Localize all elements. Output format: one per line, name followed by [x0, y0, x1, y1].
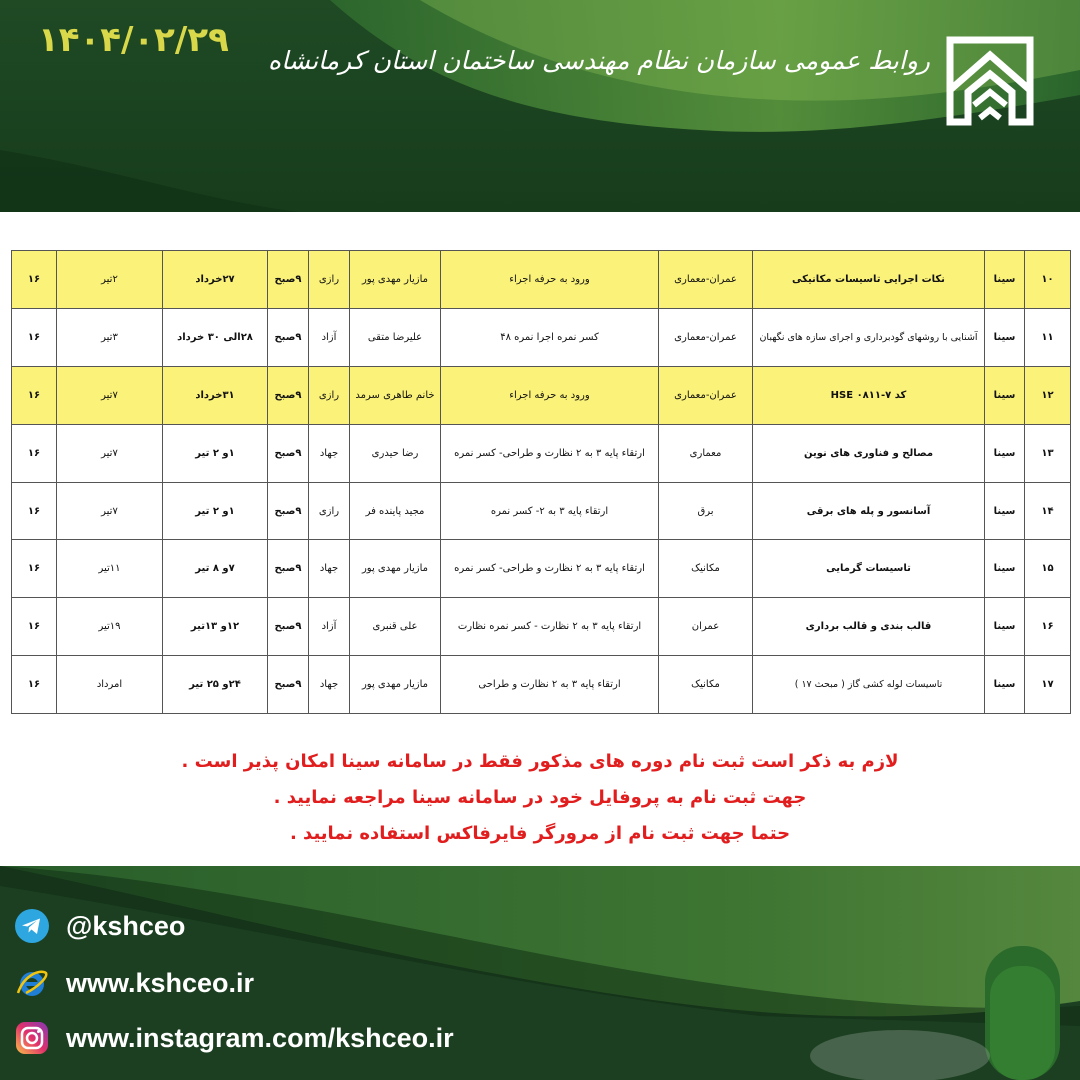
field-cell: برق — [659, 482, 753, 540]
exam-date-cell: ۱۹تیر — [57, 598, 163, 656]
system-cell: سینا — [985, 540, 1025, 598]
time-cell: ۹صبح — [268, 656, 309, 714]
notice-line-2: جهت ثبت نام به پروفایل خود در سامانه سینا مراجعه نمایید . — [273, 787, 807, 808]
instagram-contact[interactable] — [14, 1018, 454, 1058]
telegram-contact[interactable] — [14, 906, 185, 946]
teacher-cell: مجید پاینده فر — [350, 482, 441, 540]
time-cell: ۹صبح — [268, 366, 309, 424]
system-cell: سینا — [985, 251, 1025, 309]
row-number: ۱۱ — [1025, 308, 1071, 366]
system-cell: سینا — [985, 482, 1025, 540]
table-row — [12, 540, 1071, 598]
course-title: تاسیسات گرمایی — [753, 540, 985, 598]
requirement-cell: ارتقاء پایه ۳ به ۲- کسر نمره — [441, 482, 659, 540]
telegram-icon — [14, 908, 50, 944]
notice-line-3: حتما جهت ثبت نام از مرورگر فایرفاکس استفاده نمایید . — [289, 823, 791, 844]
row-number: ۱۵ — [1025, 540, 1071, 598]
requirement-cell: ارتقاء پایه ۳ به ۲ نظارت و طراحی- کسر نمره — [441, 424, 659, 482]
exam-date-cell: امرداد — [57, 656, 163, 714]
notice-line-1: لازم به ذکر است ثبت نام دوره های مذکور فقط در سامانه سینا امکان پذیر است . — [181, 751, 899, 772]
teacher-cell: مازیار مهدی پور — [350, 251, 441, 309]
exam-date-cell: ۱۱تیر — [57, 540, 163, 598]
hall-cell: جهاد — [309, 424, 350, 482]
row-number: ۱۲ — [1025, 366, 1071, 424]
hours-cell: ۱۶ — [12, 251, 57, 309]
exam-date-cell: ۷تیر — [57, 482, 163, 540]
teacher-cell: رضا حیدری — [350, 424, 441, 482]
requirement-cell: ارتقاء پایه ۳ به ۲ نظارت و طراحی- کسر نمره — [441, 540, 659, 598]
field-cell: عمران-معماری — [659, 366, 753, 424]
dates-cell: ۲۴و ۲۵ تیر — [163, 656, 268, 714]
organization-title: روابط عمومی سازمان نظام مهندسی ساختمان استان کرمانشاه — [268, 46, 930, 75]
course-title: قالب بندی و قالب برداری — [753, 598, 985, 656]
system-cell: سینا — [985, 424, 1025, 482]
time-cell: ۹صبح — [268, 251, 309, 309]
date-label: ۱۴۰۴/۰۲/۲۹ — [38, 20, 229, 60]
website-url: www.kshceo.ir — [66, 967, 255, 998]
hours-cell: ۱۶ — [12, 366, 57, 424]
footer-banner — [0, 866, 1080, 1080]
requirement-cell: ورود به حرفه اجراء — [441, 366, 659, 424]
hall-cell: رازی — [309, 366, 350, 424]
exam-date-cell: ۳تیر — [57, 308, 163, 366]
row-number: ۱۶ — [1025, 598, 1071, 656]
row-number: ۱۷ — [1025, 656, 1071, 714]
hours-cell: ۱۶ — [12, 308, 57, 366]
hours-cell: ۱۶ — [12, 598, 57, 656]
system-cell: سینا — [985, 598, 1025, 656]
hall-cell: آزاد — [309, 598, 350, 656]
instagram-icon — [14, 1020, 50, 1056]
course-title: نکات اجرایی تاسیسات مکانیکی — [753, 251, 985, 309]
system-cell: سینا — [985, 308, 1025, 366]
hall-cell: آزاد — [309, 308, 350, 366]
dates-cell: ۳۱خرداد — [163, 366, 268, 424]
exam-date-cell: ۲تیر — [57, 251, 163, 309]
dates-cell: ۲۷خرداد — [163, 251, 268, 309]
time-cell: ۹صبح — [268, 482, 309, 540]
internet-explorer-icon — [14, 965, 50, 1001]
table-row — [12, 308, 1071, 366]
hall-cell: جهاد — [309, 656, 350, 714]
teacher-cell: مازیار مهدی پور — [350, 656, 441, 714]
header-banner — [0, 0, 1080, 212]
requirement-cell: ارتقاء پایه ۳ به ۲ نظارت - کسر نمره نظارت — [441, 598, 659, 656]
teacher-cell: مازیار مهدی پور — [350, 540, 441, 598]
teacher-cell: خانم طاهری سرمد — [350, 366, 441, 424]
time-cell: ۹صبح — [268, 540, 309, 598]
dates-cell: ۲۸الی ۳۰ خرداد — [163, 308, 268, 366]
time-cell: ۹صبح — [268, 308, 309, 366]
hall-cell: رازی — [309, 251, 350, 309]
teacher-cell: علیرضا متقی — [350, 308, 441, 366]
course-schedule-table — [11, 250, 1070, 713]
system-cell: سینا — [985, 366, 1025, 424]
dates-cell: ۱۲و ۱۳تیر — [163, 598, 268, 656]
course-title: کد ۷-۰۸۱۱ HSE — [753, 366, 985, 424]
notices-block — [100, 744, 980, 852]
course-title: آسانسور و پله های برقی — [753, 482, 985, 540]
hours-cell: ۱۶ — [12, 540, 57, 598]
exam-date-cell: ۷تیر — [57, 424, 163, 482]
field-cell: مکانیک — [659, 540, 753, 598]
hours-cell: ۱۶ — [12, 482, 57, 540]
dates-cell: ۱و ۲ تیر — [163, 424, 268, 482]
exam-date-cell: ۷تیر — [57, 366, 163, 424]
course-title: آشنایی با روشهای گودبرداری و اجرای سازه های نگهبان — [753, 308, 985, 366]
dates-cell: ۷و ۸ تیر — [163, 540, 268, 598]
table-row — [12, 366, 1071, 424]
row-number: ۱۴ — [1025, 482, 1071, 540]
hall-cell: جهاد — [309, 540, 350, 598]
system-cell: سینا — [985, 656, 1025, 714]
field-cell: عمران-معماری — [659, 251, 753, 309]
field-cell: مکانیک — [659, 656, 753, 714]
teacher-cell: علی قنبری — [350, 598, 441, 656]
hours-cell: ۱۶ — [12, 424, 57, 482]
organization-logo-icon — [940, 30, 1040, 130]
time-cell: ۹صبح — [268, 598, 309, 656]
table-row — [12, 424, 1071, 482]
instagram-url: www.instagram.com/kshceo.ir — [66, 1022, 454, 1053]
course-title: تاسیسات لوله کشی گاز ( مبحث ۱۷ ) — [753, 656, 985, 714]
requirement-cell: ورود به حرفه اجراء — [441, 251, 659, 309]
time-cell: ۹صبح — [268, 424, 309, 482]
website-contact[interactable] — [14, 963, 254, 1003]
table-row — [12, 482, 1071, 540]
requirement-cell: کسر نمره اجرا نمره ۴۸ — [441, 308, 659, 366]
dates-cell: ۱و ۲ تیر — [163, 482, 268, 540]
row-number: ۱۰ — [1025, 251, 1071, 309]
table-row — [12, 251, 1071, 309]
requirement-cell: ارتقاء پایه ۳ به ۲ نظارت و طراحی — [441, 656, 659, 714]
hall-cell: رازی — [309, 482, 350, 540]
table-row — [12, 598, 1071, 656]
hours-cell: ۱۶ — [12, 656, 57, 714]
field-cell: عمران — [659, 598, 753, 656]
telegram-handle: @kshceo — [66, 910, 186, 941]
field-cell: عمران-معماری — [659, 308, 753, 366]
row-number: ۱۳ — [1025, 424, 1071, 482]
table-row — [12, 656, 1071, 714]
field-cell: معماری — [659, 424, 753, 482]
course-title: مصالح و فناوری های نوین — [753, 424, 985, 482]
